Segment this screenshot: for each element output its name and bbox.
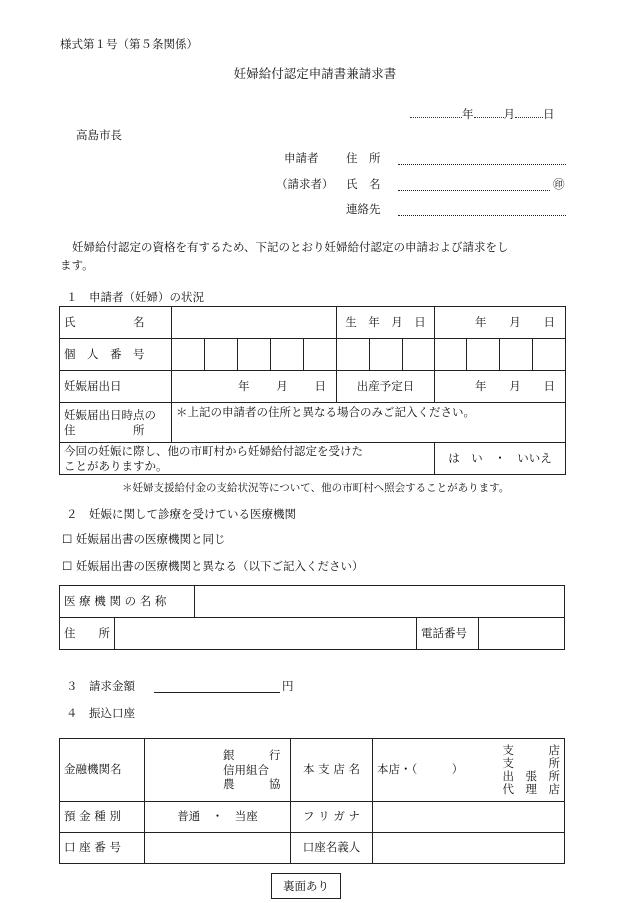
- digit-cell[interactable]: [271, 339, 304, 371]
- digit-cell[interactable]: [403, 339, 435, 371]
- digit-cell[interactable]: [205, 339, 238, 371]
- amount-field[interactable]: [154, 692, 280, 693]
- institution-name-input[interactable]: [195, 586, 565, 618]
- pregnancy-notice-date-label: 妊娠届出日: [60, 371, 172, 403]
- other-municipality-question: 今回の妊娠に際し、他の市町村から妊婦給付認定を受けた ことがありますか。: [60, 443, 435, 475]
- branch-name-input[interactable]: 本店・（ ） 支 店 支 所 出 張 所 代 理 店: [373, 739, 565, 802]
- institution-address-input[interactable]: [115, 618, 417, 650]
- digit-cell[interactable]: [500, 339, 533, 371]
- due-date-label: 出産予定日: [337, 371, 435, 403]
- yes-no-choice[interactable]: は い ・ いいえ: [435, 443, 566, 475]
- address-label: 住 所: [346, 151, 381, 165]
- deposit-type-choice[interactable]: 普通 ・ 当座: [145, 802, 291, 833]
- page-title: 妊婦給付認定申請書兼請求書: [233, 66, 397, 81]
- dob-label: 生 年 月 日: [337, 307, 435, 339]
- date-line[interactable]: 年 月 日: [410, 107, 555, 123]
- phone-input[interactable]: [479, 618, 565, 650]
- institution-name-label: 医 療 機 関 の 名 称: [60, 586, 195, 618]
- addressee: 高島市長: [76, 128, 122, 142]
- digit-cell[interactable]: [467, 339, 500, 371]
- applicant-status-table: [59, 306, 566, 475]
- bank-account-table: [59, 738, 565, 864]
- contact-field[interactable]: [398, 215, 566, 216]
- account-holder-input[interactable]: [373, 833, 565, 864]
- furigana-input[interactable]: [373, 802, 565, 833]
- digit-cell[interactable]: [172, 339, 205, 371]
- checkbox-icon[interactable]: ☐: [62, 559, 73, 573]
- amount-unit: 円: [282, 679, 294, 693]
- name-label-cell: 氏 名: [60, 307, 172, 339]
- deposit-type-label: 預 金 種 別: [60, 802, 145, 833]
- footnote: ＊妊婦支援給付金の支給状況等について、他の市町村へ照会することがあります。: [122, 482, 510, 494]
- furigana-label: フ リ ガ ナ: [291, 802, 373, 833]
- section2-heading: ２ 妊娠に関して診療を受けている医療機関: [66, 507, 296, 521]
- account-number-label: 口 座 番 号: [60, 833, 145, 864]
- option-same[interactable]: ☐ 妊娠届出書の医療機関と同じ: [62, 532, 226, 546]
- pregnancy-notice-date-input[interactable]: 年 月 日: [172, 371, 337, 403]
- name-input[interactable]: [172, 307, 337, 339]
- financial-institution-label: 金融機関名: [60, 739, 145, 802]
- intro-text-1: 妊婦給付認定の資格を有するため、下記のとおり妊婦給付認定の申請および請求をし: [72, 240, 509, 254]
- applicant-label: 申請者: [284, 151, 319, 165]
- digit-cell[interactable]: [337, 339, 370, 371]
- name-field[interactable]: [398, 190, 550, 191]
- phone-label: 電話番号: [417, 618, 479, 650]
- seal-icon: ㊞: [553, 177, 565, 191]
- account-number-input[interactable]: [145, 833, 291, 864]
- digit-cell[interactable]: [533, 339, 566, 371]
- due-date-input[interactable]: 年 月 日: [435, 371, 566, 403]
- digit-cell[interactable]: [370, 339, 403, 371]
- checkbox-icon[interactable]: ☐: [62, 532, 73, 546]
- option-different[interactable]: ☐ 妊娠届出書の医療機関と異なる（以下ご記入ください）: [62, 559, 364, 573]
- section1-heading: １ 申請者（妊婦）の状況: [66, 290, 204, 304]
- section4-heading: ４ 振込口座: [66, 706, 135, 720]
- address-at-notice-input[interactable]: ＊上記の申請者の住所と異なる場合のみご記入ください。: [172, 403, 566, 443]
- name-label: 氏 名: [346, 177, 381, 191]
- digit-cell[interactable]: [238, 339, 271, 371]
- institution-address-label: 住 所: [60, 618, 115, 650]
- back-note: 裏面あり: [271, 873, 341, 899]
- account-holder-label: 口座名義人: [291, 833, 373, 864]
- requester-label: （請求者）: [276, 177, 334, 191]
- financial-institution-input[interactable]: 銀 行 信用組合 農 協: [145, 739, 291, 802]
- address-field[interactable]: [398, 164, 566, 165]
- personal-number-label: 個 人 番 号: [60, 339, 172, 371]
- section3-heading: ３ 請求金額: [66, 679, 135, 693]
- digit-cell[interactable]: [304, 339, 337, 371]
- dob-input[interactable]: 年 月 日: [435, 307, 566, 339]
- address-at-notice-label: 妊娠届出日時点の 住 所: [60, 403, 172, 443]
- contact-label: 連絡先: [346, 202, 381, 216]
- branch-name-label: 本 支 店 名: [291, 739, 373, 802]
- intro-text-2: ます。: [60, 258, 94, 272]
- form-number: 様式第１号（第５条関係）: [60, 37, 198, 51]
- medical-institution-table: [59, 585, 565, 650]
- digit-cell[interactable]: [435, 339, 467, 371]
